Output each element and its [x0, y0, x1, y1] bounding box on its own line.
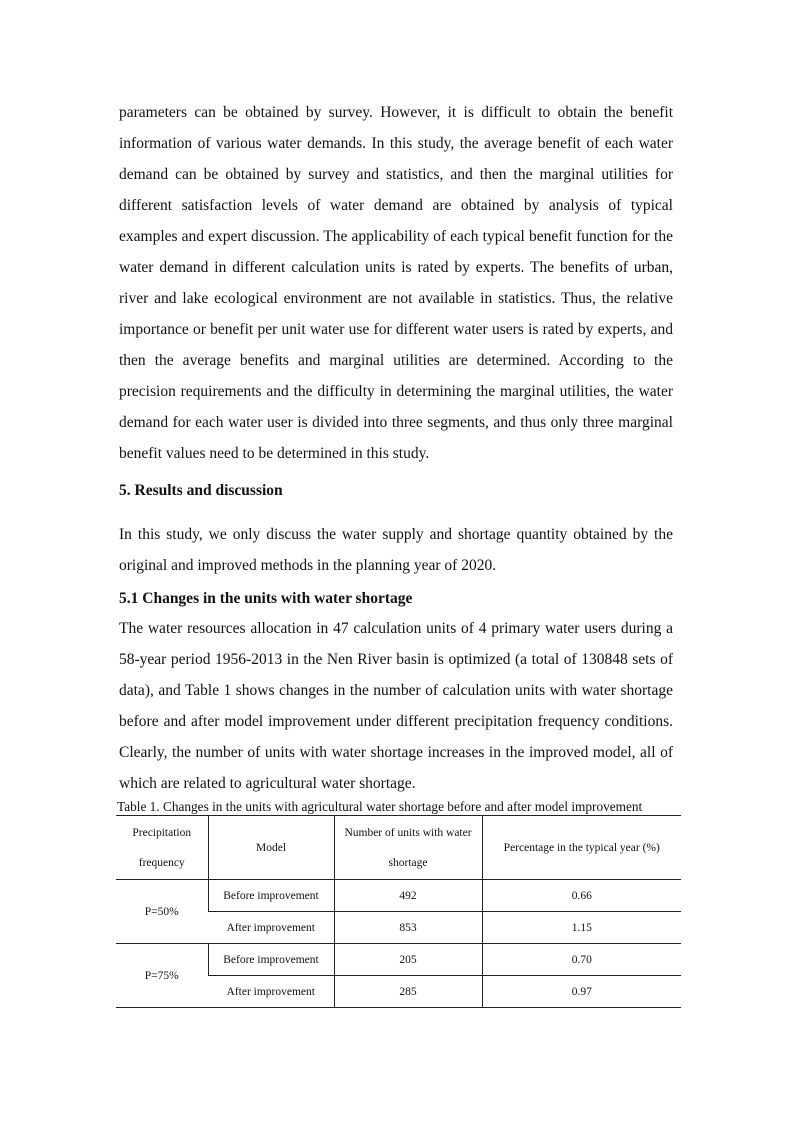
header-percentage: Percentage in the typical year (%): [482, 816, 681, 880]
section-heading-results: 5. Results and discussion: [119, 482, 283, 499]
paragraph-results-intro: In this study, we only discuss the water supply and shortage quantity obtained by the original and improved methods in the planning year of 2020.: [119, 526, 673, 574]
cell-model: After improvement: [208, 976, 334, 1008]
cell-frequency: P=75%: [116, 944, 208, 1008]
cell-units: 492: [334, 880, 482, 912]
cell-units: 853: [334, 912, 482, 944]
cell-units: 205: [334, 944, 482, 976]
header-number-of-units: [334, 816, 482, 880]
header-freq-line2: frequency: [138, 856, 185, 869]
header-units-line2: shortage: [388, 856, 428, 869]
cell-model: Before improvement: [208, 880, 334, 912]
paragraph-benefit-estimation: parameters can be obtained by survey. However, it is difficult to obtain the benefit information of various water demands. In this study, the average benefit of each water demand can be obtained by survey and statistics, and then the marginal utilities for different satisfaction levels of water demand are obtained by analysis of typical examples and expert discussion. The applicability of each typical benefit function for the water demand in different calculation units is rated by experts. The benefits of urban, river and lake ecological environment are not available in statistics. Thus, the relative importance or benefit per unit water use for different water users is rated by experts, and then the average benefits and marginal utilities are determined. According to the precision requirements and the difficulty in determining the marginal utilities, the water demand for each water user is divided into three segments, and thus only three marginal benefit values need to be determined in this study.: [119, 104, 673, 462]
table-header-row: [116, 816, 681, 880]
paragraph-shortage-units: The water resources allocation in 47 calculation units of 4 primary water users during a 58-year period 1956-2013 in the Nen River basin is optimized (a total of 130848 sets of data), and Table 1 shows changes in the number of calculation units with water shortage before and after model improvement under different precipitation frequency conditions. Clearly, the number of units with water shortage increases in the improved model, all of which are related to agricultural water shortage.: [119, 620, 673, 792]
cell-percentage: 1.15: [482, 912, 681, 944]
shortage-table: [116, 815, 681, 1008]
header-freq-line1: Precipitation: [132, 826, 192, 839]
cell-percentage: 0.70: [482, 944, 681, 976]
header-model: Model: [208, 816, 334, 880]
subsection-heading-shortage-units: 5.1 Changes in the units with water shortage: [119, 590, 413, 607]
table-row: [116, 880, 681, 912]
cell-units: 285: [334, 976, 482, 1008]
table-caption: Table 1. Changes in the units with agricultural water shortage before and after model improvement: [117, 799, 643, 814]
header-precipitation-frequency: [116, 816, 208, 880]
cell-frequency: P=50%: [116, 880, 208, 944]
cell-percentage: 0.66: [482, 880, 681, 912]
cell-percentage: 0.97: [482, 976, 681, 1008]
header-units-line1: Number of units with water: [344, 826, 472, 839]
cell-model: After improvement: [208, 912, 334, 944]
table-row: [116, 944, 681, 976]
cell-model: Before improvement: [208, 944, 334, 976]
